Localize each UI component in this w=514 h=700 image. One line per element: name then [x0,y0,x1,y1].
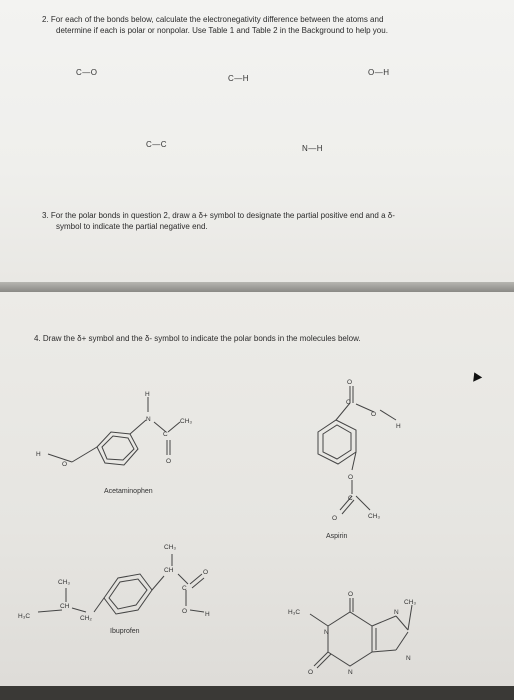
atom-n: N [324,629,329,636]
atom-o: O [348,474,354,481]
bond-c-o: C—O [76,68,98,77]
atom-ch3: CH₃ [404,599,417,606]
atom-c: C [346,399,351,406]
atom-o: O [332,515,338,522]
question-4: 4. Draw the δ+ symbol and the δ- symbol to indicate the polar bonds in the molecules below. [34,334,361,343]
atom-o: O [203,569,209,576]
question-3-line-1: 3. For the polar bonds in question 2, draw a δ+ symbol to designate the partial positive end and a δ- [42,211,395,220]
atom-n: N [146,416,151,423]
atom-h3c: H₃C [18,613,31,620]
atom-h: H [145,391,150,398]
aspirin-ring [318,386,396,514]
atom-o: O [166,458,172,465]
atom-h3c: H₃C [288,609,301,616]
bond-c-c: C—C [146,140,168,149]
atom-o: O [371,411,377,418]
question-3-line-2: symbol to indicate the partial negative end. [56,222,208,231]
atom-ch3: CH₃ [368,513,381,520]
atom-c: C [182,585,187,592]
atom-h: H [396,423,401,430]
bond-c-h: C—H [228,74,250,83]
question-2-line-1: 2. For each of the bonds below, calculate the electronegativity difference between the atoms and [42,15,384,24]
desk-surface [0,686,514,700]
atom-o: O [62,461,68,468]
bond-o-h: O—H [368,68,390,77]
acetaminophen-ring [48,397,180,465]
bond-n-h: N—H [302,144,324,153]
atom-c: C [163,431,168,438]
atom-h: H [205,611,210,618]
question-2-line-2: determine if each is polar or nonpolar. Use Table 1 and Table 2 in the Background to help you. [56,26,388,35]
aspirin-label: Aspirin [326,533,348,540]
atom-o: O [308,669,314,676]
atom-c: C [348,495,353,502]
atom-n: N [406,655,411,662]
atom-ch2: CH₂ [80,615,92,622]
atom-ch: CH [164,567,174,574]
atom-o: O [347,379,353,386]
atom-ch3: CH₃ [180,418,193,425]
atom-ch3: CH₃ [58,579,71,586]
atom-n: N [348,669,353,676]
atom-n: N [394,609,399,616]
atom-o: O [348,591,354,598]
atom-ch: CH [60,603,70,610]
acetaminophen-label: Acetaminophen [104,488,153,495]
ibuprofen-label: Ibuprofen [110,628,140,635]
atom-h: H [36,451,41,458]
atom-ch3: CH₃ [164,544,177,551]
atom-o: O [182,608,188,615]
